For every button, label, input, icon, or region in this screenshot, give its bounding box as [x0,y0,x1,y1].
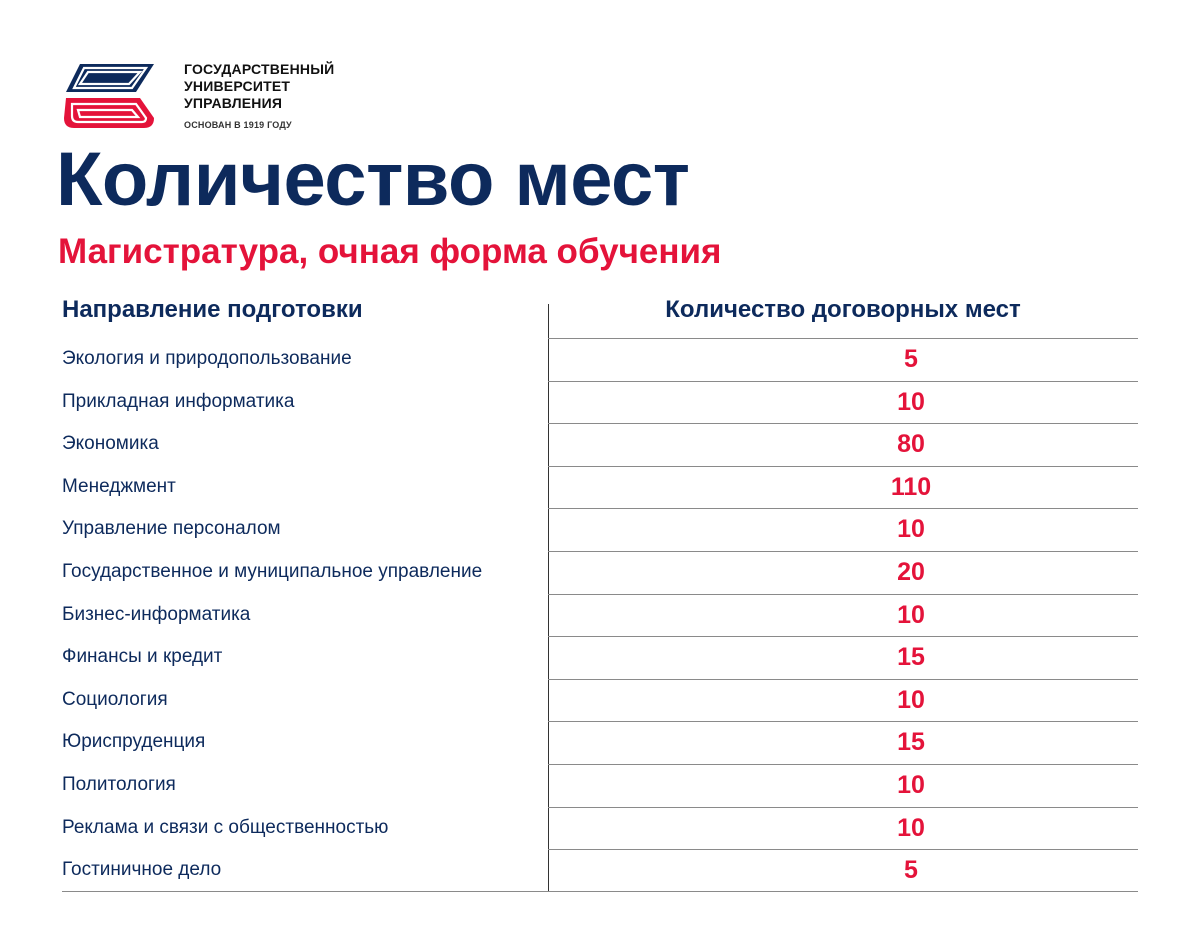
direction-name: Экономика [62,433,159,455]
seats-count: 5 [904,856,918,885]
table-row [62,764,1138,807]
logo-line: ГОСУДАРСТВЕННЫЙ [184,61,335,77]
seats-count: 10 [897,770,925,799]
logo-founded: ОСНОВАН В 1919 ГОДУ [184,120,292,130]
seats-count: 10 [897,685,925,714]
seats-count: 80 [897,430,925,459]
table-row [62,679,1138,722]
table-row [62,508,1138,551]
seats-count: 10 [897,515,925,544]
logo-line: УНИВЕРСИТЕТ [184,78,291,94]
logo-line: УПРАВЛЕНИЯ [184,95,283,111]
direction-name: Экология и природопользование [62,348,352,369]
direction-name: Финансы и кредит [62,646,223,668]
seats-count: 15 [897,643,925,672]
table-row [62,721,1138,764]
table-row [62,636,1138,679]
table-body [62,338,1138,892]
table-row [62,381,1138,424]
direction-name: Гостиничное дело [62,859,222,881]
seats-count: 10 [897,813,925,842]
direction-name: Бизнес-информатика [62,603,251,625]
table-row [62,423,1138,466]
table-row [62,849,1138,892]
university-logo [58,58,358,138]
table-row [62,807,1138,850]
table-row [62,551,1138,594]
table-header [62,294,1138,338]
book-logo-icon [58,58,162,134]
direction-name: Менеджмент [62,475,176,497]
logo-wordmark [184,61,334,112]
seats-count: 110 [890,472,932,501]
direction-name: Социология [62,688,168,710]
table-row [62,338,1138,381]
direction-name: Юриспруденция [62,731,206,753]
seats-count: 15 [897,728,925,757]
table-row [62,466,1138,509]
header-direction: Направление подготовки [62,296,363,323]
page-subtitle: Магистратура, очная форма обучения [58,232,722,271]
seats-count: 5 [904,345,918,373]
seats-count: 20 [897,557,925,586]
seats-count: 10 [897,600,925,629]
direction-name: Прикладная информатика [62,390,295,412]
seats-count: 10 [897,387,925,416]
direction-name: Управление персоналом [62,518,281,540]
direction-name: Политология [62,773,176,795]
direction-name: Государственное и муниципальное управление [62,560,483,582]
header-seats: Количество договорных мест [665,296,1021,323]
seats-table [62,294,1138,892]
direction-name: Реклама и связи с общественностью [62,816,389,838]
page-title: Количество мест [56,137,690,222]
table-row [62,594,1138,637]
